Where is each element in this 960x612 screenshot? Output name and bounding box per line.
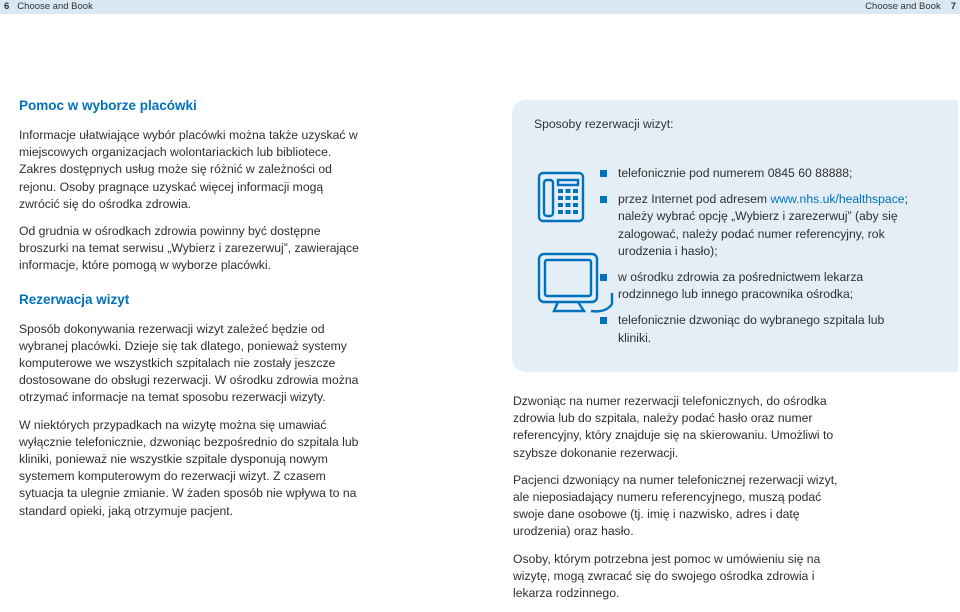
list-item-internet xyxy=(600,191,920,260)
heading-choice-help: Pomoc w wyborze placówki xyxy=(19,98,197,113)
right-page-header xyxy=(865,0,956,13)
left-page-header xyxy=(4,0,93,13)
booking-methods-panel xyxy=(512,100,958,372)
paragraph: Pacjenci dzwoniący na numer telefonicznej rezerwacji wizyt, ale nieposiadający numeru referencyjnego, muszą podać swoje dane osobowe (tj. imię i nazwisko, adres i datę urodzenia) oraz hasło. xyxy=(513,472,838,539)
telephone-icon xyxy=(539,173,583,221)
bullet-text: ; należy wybrać opcję „Wybierz i zarezerwuj” (aby się zalogować, należy podać numer referencyjny, rok urodzenia i hasło); xyxy=(618,192,908,258)
left-running-title: Choose and Book xyxy=(17,1,93,12)
left-column xyxy=(19,97,359,530)
list-item-gp: w ośrodku zdrowia za pośrednictwem lekarza rodzinnego lub innego pracownika ośrodka; xyxy=(600,269,920,303)
paragraph: Dzwoniąc na numer rezerwacji telefonicznych, do ośrodka zdrowia lub do szpitala, należy podać hasło oraz numer referencyjny, który znajduje się na skierowaniu. Umożliwi to szybsze dokonanie rezerwacji. xyxy=(513,394,834,460)
paragraph: Osoby, którym potrzebna jest pomoc w umówieniu się na wizytę, mogą zwracać się do swojego ośrodka zdrowia i lekarza rodzinnego. xyxy=(513,551,821,601)
paragraph: Od grudnia w ośrodkach zdrowia powinny być dostępne broszurki na temat serwisu „Wybierz i zarezerwuj”, zawierające informacje, które pomogą w wyborze placówki. xyxy=(19,224,359,273)
left-page-number: 6 xyxy=(4,1,10,12)
bullet-text: przez Internet pod adresem xyxy=(618,192,771,207)
paragraph: Sposób dokonywania rezerwacji wizyt zależeć będzie od wybranej placówki. Dzieje się tak dlatego, ponieważ systemy komputerowe we wszystkich szpitalach nie zostały jeszcze dostosowane do obsługi rezerwacji. W ośrodku zdrowia można otrzymać informacje na temat sposobu rezerwacji wizyty. xyxy=(19,321,359,405)
paragraph: Informacje ułatwiające wybór placówki można także uzyskać w miejscowych organizacjach wolontariackich lub bibliotece. Zakres dostępnych usług może się różnić w zależności od rejonu. Osoby pragnące uzyskać więcej informacji mogą zwrócić się do ośrodka zdrowia. xyxy=(19,128,358,211)
page-header-band xyxy=(0,0,960,14)
panel-title: Sposoby rezerwacji wizyt: xyxy=(534,117,674,131)
right-column xyxy=(513,393,843,612)
paragraph: W niektórych przypadkach na wizytę można się umawiać wyłącznie telefonicznie, dzwoniąc bezpośrednio do szpitala lub kliniki, ponieważ nie wszystkie szpitale dysponują nowym systemem komputerowym do rezerwacji wizyt. Z czasem sytuacja ta ulegnie zmianie. W żaden sposób nie wpływa to na standard opieki, jaką otrzymuje pacjent. xyxy=(19,417,359,518)
list-item-phone: telefonicznie pod numerem 0845 60 88888; xyxy=(600,165,920,182)
heading-booking: Rezerwacja wizyt xyxy=(19,291,130,307)
right-running-title: Choose and Book xyxy=(865,1,941,12)
booking-methods-list xyxy=(600,165,920,356)
right-page-number: 7 xyxy=(950,1,956,12)
list-item-hospital-phone: telefonicznie dzwoniąc do wybranego szpitala lub kliniki. xyxy=(600,312,920,346)
healthspace-link[interactable]: www.nhs.uk/healthspace xyxy=(770,192,905,207)
